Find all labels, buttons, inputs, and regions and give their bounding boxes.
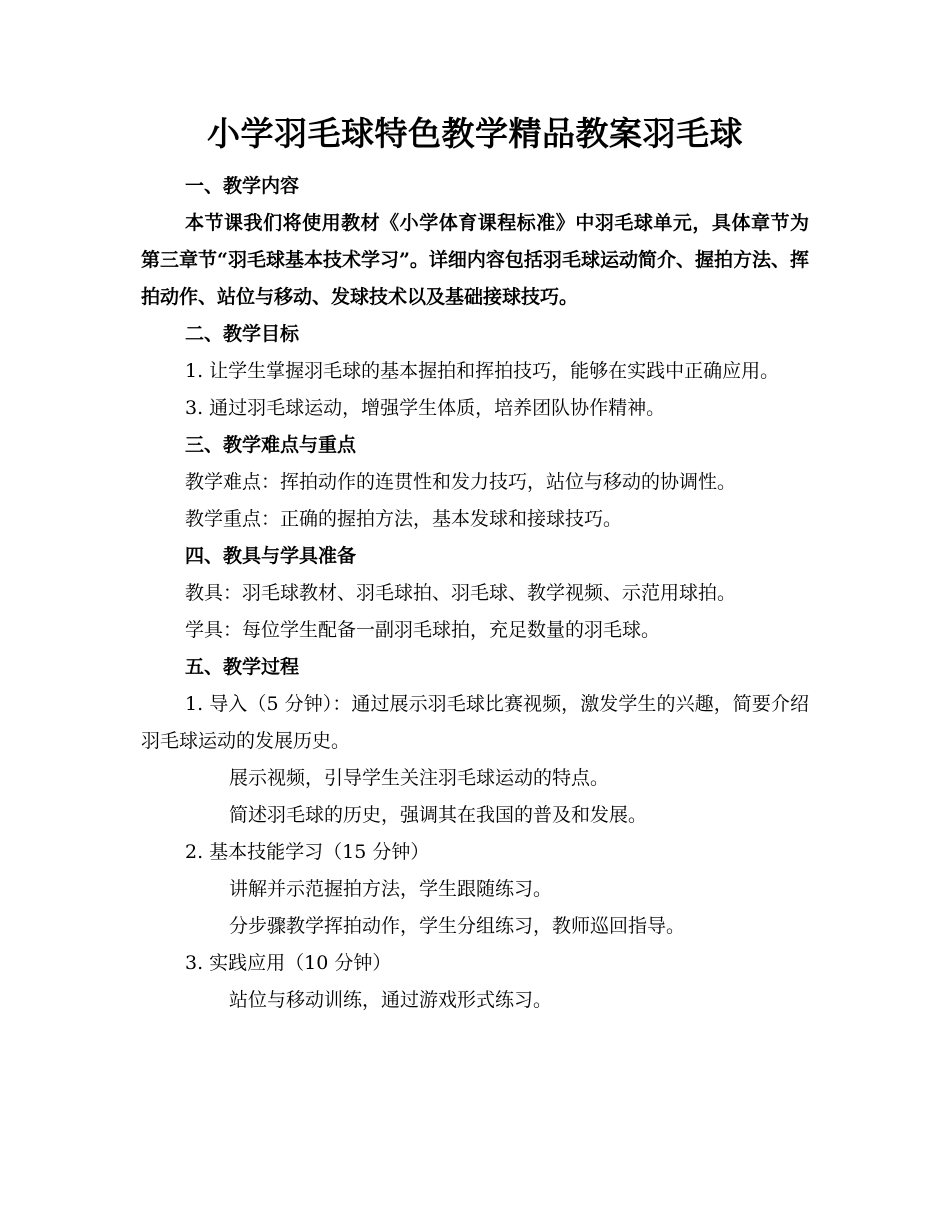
process-step-2: 2. 基本技能学习（15 分钟）: [185, 841, 430, 863]
process-step-1: 1. 导入（5 分钟）：通过展示羽毛球比赛视频，激发学生的兴趣，简要介绍羽毛球运动的发展历史。: [141, 693, 809, 752]
section-heading-teaching-process: 五、教学过程: [185, 656, 300, 678]
student-materials: 学具：每位学生配备一副羽毛球拍，充足数量的羽毛球。: [185, 619, 661, 641]
process-step-2-detail-b: 分步骤教学挥拍动作，学生分组练习，教师巡回指导。: [229, 915, 686, 937]
section-heading-teaching-goals: 二、教学目标: [185, 323, 300, 345]
section-heading-materials: 四、教具与学具准备: [185, 545, 357, 567]
process-step-3: 3. 实践应用（10 分钟）: [185, 952, 392, 974]
goal-item-1: 1. 让学生掌握羽毛球的基本握拍和挥拍技巧，能够在实践中正确应用。: [185, 360, 780, 382]
document-body: [141, 168, 809, 1019]
teaching-content-paragraph: 本节课我们将使用教材《小学体育课程标准》中羽毛球单元，具体章节为第三章节“羽毛球基本技术学习”。详细内容包括羽毛球运动简介、握拍方法、挥拍动作、站位与移动、发球技术以及基础接球技巧。: [141, 212, 809, 308]
teacher-materials: 教具：羽毛球教材、羽毛球拍、羽毛球、教学视频、示范用球拍。: [185, 582, 737, 604]
teaching-key-point: 教学重点：正确的握拍方法，基本发球和接球技巧。: [185, 508, 623, 530]
process-step-3-detail-a: 站位与移动训练，通过游戏形式练习。: [229, 989, 553, 1011]
section-heading-teaching-content: 一、教学内容: [185, 175, 300, 197]
process-step-1-detail-b: 简述羽毛球的历史，强调其在我国的普及和发展。: [229, 804, 648, 826]
document-title: 小学羽毛球特色教学精品教案羽毛球: [207, 114, 743, 153]
process-step-2-detail-a: 讲解并示范握拍方法，学生跟随练习。: [229, 878, 553, 900]
section-heading-difficulties-keys: 三、教学难点与重点: [185, 434, 357, 456]
goal-item-3: 3. 通过羽毛球运动，增强学生体质，培养团队协作精神。: [185, 397, 666, 419]
teaching-difficulty: 教学难点：挥拍动作的连贯性和发力技巧，站位与移动的协调性。: [185, 471, 737, 493]
process-step-1-detail-a: 展示视频，引导学生关注羽毛球运动的特点。: [229, 767, 610, 789]
